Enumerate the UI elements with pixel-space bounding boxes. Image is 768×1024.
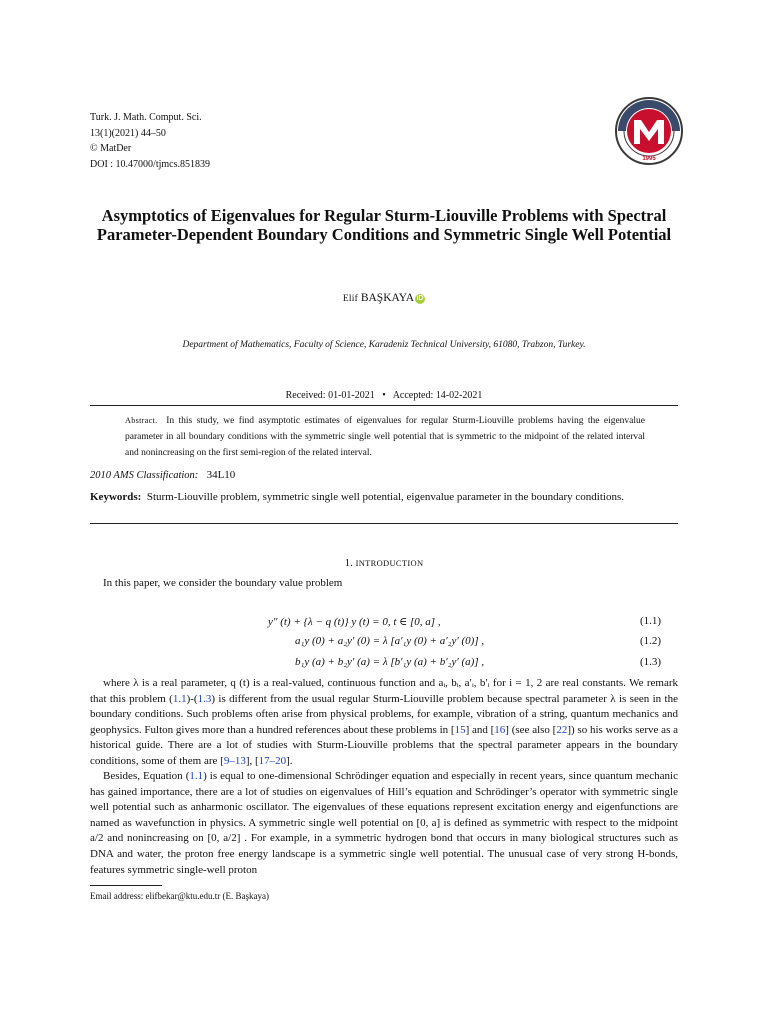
keywords — [90, 489, 678, 505]
equation-number-1-1: (1.1) — [640, 615, 662, 627]
equation-1-2: a₁y (0) + a₂y′ (0) = λ [a′₁y (0) + a′₂y′ (0)] , — [295, 635, 485, 647]
equation-ref-1-1[interactable]: 1.1 — [172, 692, 187, 705]
abstract — [125, 413, 645, 461]
equation-number-1-3: (1.3) — [640, 656, 662, 668]
equation-1-1: y″ (t) + {λ − q (t)} y (t) = 0, t ∈ [0, a] , — [268, 616, 441, 628]
section-heading — [0, 557, 768, 569]
footnote-rule — [90, 885, 162, 886]
bottom-rule — [90, 523, 678, 524]
affiliation: Department of Mathematics, Faculty of Science, Karadeniz Technical University, 61080, Trabzon, Turkey. — [182, 340, 586, 350]
section-number: 1. — [344, 557, 353, 569]
equation-ref-1-3[interactable]: 1.3 — [197, 692, 212, 705]
dates-separator: • — [382, 390, 386, 401]
accepted-date: Accepted: 14-02-2021 — [392, 390, 483, 401]
paragraph-1: where λ is a real parameter, q (t) is a real-valued, continuous function and aᵢ, bᵢ, a′ᵢ, b′ᵢ for i = 1, 2 are real constants. We remark that this problem (1.1)-(1.3) is different from the usual regular Sturm-Liouville problem because spectral parameter λ is seen in the boundary conditions. Such problems often arise from physical problems, for example, vibration of a string, quantum mechanics and geophysics. Fulton gives more than a hundred references about these problems in [15] and [16] (see also [22]) so his works serve as a historical guide. There are a lot of studies with Sturm-Liouville problems that the spectral parameter appears in the boundary conditions, some of them are [9–13], [17–20]. — [90, 677, 678, 767]
footnote-email: Email address: elifbekar@ktu.edu.tr (E. Başkaya) — [90, 891, 269, 901]
journal-name: Turk. J. Math. Comput. Sci. — [90, 112, 202, 123]
ams-classification — [90, 469, 235, 481]
equation-ref-1-1-b[interactable]: 1.1 — [189, 770, 204, 782]
equation-number-1-2: (1.2) — [640, 635, 662, 647]
author-first-name: Elif — [342, 294, 358, 304]
journal-volume: 13(1)(2021) 44–50 — [90, 127, 166, 139]
association-logo — [614, 96, 684, 166]
top-rule — [90, 405, 678, 406]
author-line — [0, 292, 768, 304]
paragraph-2: Besides, Equation (1.1) is equal to one-dimensional Schrödinger equation and especially in recent years, since quantum mechanic has gained importance, there are a lot of studies on eigenvalues of Hill’s equation and Schrödinger’s operator with symmetric single well potential such as anharmonic oscillator. The eigenvalues of these equations represent excitation energy and eigenfunctions are named as wavefunction in physics. A symmetric single well potential on [0, a] is defined as symmetric with respect to the midpoint a/2 and nonincreasing on [0, a/2] . For example, in a symmetric hydrogen bond that occurs in many biological structures such as DNA and water, the proton free energy landscape is a symmetric single well potential. The unusual case of very strong H-bonds, features symmetric single-well proton — [90, 770, 678, 876]
citation-15[interactable]: 15 — [454, 723, 466, 736]
ams-label: 2010 AMS Classification: — [90, 470, 199, 481]
journal-copyright: © MatDer — [90, 143, 132, 154]
keywords-text: Sturm-Liouville problem, symmetric single well potential, eigenvalue parameter in the boundary conditions. — [146, 491, 624, 503]
intro-sentence: In this paper, we consider the boundary value problem — [103, 577, 343, 589]
ams-code: 34L10 — [206, 469, 236, 481]
abstract-label: Abstract. — [125, 416, 158, 425]
journal-doi: DOI : 10.47000/tjmcs.851839 — [90, 158, 210, 170]
received-date: Received: 01-01-2021 — [285, 390, 375, 401]
logo-year: 1995 — [642, 156, 656, 162]
abstract-text: In this study, we find asymptotic estimates of eigenvalues for regular Sturm-Liouville problems having the eigenvalue parameter in all boundary conditions with the symmetric single well potential that is symmetric to the midpoint of the related interval and nonincreasing on the first semi-region of the related interval. — [125, 416, 645, 458]
citation-16[interactable]: 16 — [494, 723, 506, 736]
citation-22[interactable]: 22 — [556, 723, 568, 736]
citation-17-20[interactable]: 17–20 — [258, 754, 287, 767]
journal-header — [90, 110, 210, 172]
paper-title: Asymptotics of Eigenvalues for Regular Sturm-Liouville Problems with Spectral Parameter-Dependent Boundary Conditions and Symmetric Single Well Potential — [96, 206, 672, 244]
citation-9-13[interactable]: 9–13 — [223, 754, 246, 767]
dates-line — [0, 390, 768, 401]
keywords-label: Keywords: — [90, 491, 142, 503]
author-last-name: BAŞKAYA — [360, 292, 415, 304]
orcid-icon[interactable]: iD — [416, 295, 424, 302]
section-title: INTRODUCTION — [355, 558, 424, 568]
equation-1-3: b₁y (a) + b₂y′ (a) = λ [b′₁y (a) + b′₂y′ (a)] , — [295, 656, 485, 668]
